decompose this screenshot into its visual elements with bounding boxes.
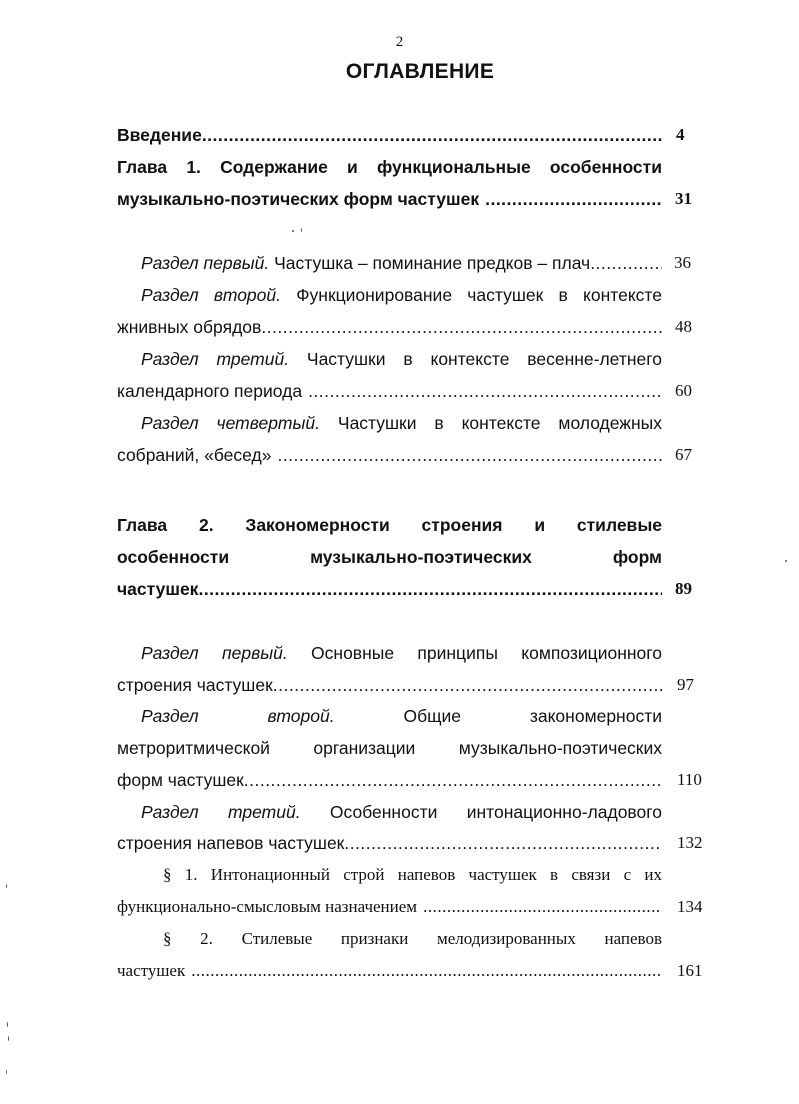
toc-section-1-2-cont[interactable] (117, 316, 662, 338)
section-prefix: Раздел четвертый. (141, 413, 320, 433)
paragraph-title-cont: функционально-смысловым назначением (117, 897, 418, 916)
section-title-cont: строения частушек (117, 675, 273, 695)
leader-dots (244, 769, 662, 791)
section-title: Общие закономерности (403, 706, 662, 726)
section-title: Основные принципы композиционного (311, 643, 662, 663)
section-prefix: Раздел второй. (141, 706, 335, 726)
toc-section-1-4-cont[interactable] (117, 444, 662, 466)
toc-section-1-3-cont[interactable] (117, 380, 662, 402)
section-title-cont: жнивных обрядов (117, 317, 262, 337)
page-number: 2 (395, 34, 404, 50)
section-title: Частушка – поминание предков – плач (274, 253, 591, 273)
toc-entry-intro[interactable] (117, 124, 662, 146)
toc-section-1-3[interactable] (141, 348, 662, 370)
scan-speck (6, 1070, 7, 1074)
scan-speck (8, 1036, 9, 1041)
toc-page-number: 67 (675, 445, 692, 464)
toc-page-number: 36 (674, 253, 691, 272)
toc-paragraph-1[interactable]: § 1. Интонационный строй напевов частушек в связи с их (163, 865, 662, 884)
section-title: Частушки в контексте весенне-летнего (306, 349, 662, 369)
toc-page-number: 161 (677, 961, 703, 980)
leader-dots (485, 188, 662, 210)
toc-chapter-1-title[interactable]: Глава 1. Содержание и функциональные особенности (117, 157, 662, 177)
toc-chapter-2-title[interactable]: Глава 2. Закономерности строения и стилевые (117, 515, 662, 535)
toc-section-2-1[interactable] (141, 642, 662, 664)
section-title-cont: календарного периода (117, 381, 303, 401)
toc-section-2-1-cont[interactable] (117, 674, 662, 696)
toc-page-number: 97 (677, 675, 694, 694)
toc-page-number: 134 (677, 897, 703, 916)
section-title-cont: форм частушек (117, 770, 244, 790)
section-prefix: Раздел третий. (141, 349, 290, 369)
toc-page-number: 31 (675, 189, 692, 208)
leader-dots (308, 380, 662, 402)
scan-speck (301, 228, 302, 232)
toc-section-1-1[interactable] (141, 252, 662, 274)
toc-chapter-1-cont[interactable] (117, 188, 662, 210)
toc-section-2-3[interactable] (141, 801, 662, 823)
scan-speck (7, 1022, 8, 1027)
toc-paragraph-2[interactable]: § 2. Стилевые признаки мелодизированных напевов (163, 929, 662, 948)
section-title: Особенности интонационно-ладового (329, 802, 662, 822)
toc-page-number: 4 (676, 125, 685, 144)
toc-chapter-2-cont2[interactable] (117, 578, 662, 600)
toc-page-number: 48 (675, 317, 692, 336)
leader-dots (198, 578, 662, 600)
toc-entry-label: Введение (117, 125, 202, 145)
section-prefix: Раздел третий. (141, 802, 301, 822)
leader-dots (261, 316, 662, 338)
leader-dots (191, 960, 662, 982)
scan-speck (785, 560, 787, 562)
toc-paragraph-2-cont[interactable] (117, 960, 662, 982)
page-title: ОГЛАВЛЕНИЕ (345, 60, 495, 83)
toc-section-2-2-cont2[interactable] (117, 769, 662, 791)
toc-section-1-2[interactable] (141, 284, 662, 306)
section-title-cont: собраний, «бесед» (117, 445, 272, 465)
leader-dots (273, 674, 662, 696)
leader-dots (202, 124, 662, 146)
toc-chapter-2-cont[interactable]: особенности музыкально-поэтических форм (117, 547, 662, 567)
leader-dots (423, 896, 662, 918)
toc-section-2-2[interactable] (141, 705, 662, 727)
leader-dots (590, 252, 662, 274)
toc-entry-label: музыкально-поэтических форм частушек (117, 189, 480, 209)
toc-page-number: 110 (677, 770, 702, 789)
toc-section-1-4[interactable] (141, 412, 662, 434)
toc-page-number: 89 (675, 579, 692, 598)
toc-section-2-3-cont[interactable] (117, 832, 662, 854)
leader-dots (344, 832, 662, 854)
toc-entry-label: частушек (117, 579, 199, 599)
toc-page-number: 132 (677, 833, 703, 852)
toc-page-number: 60 (675, 381, 692, 400)
section-prefix: Раздел первый. (141, 643, 288, 663)
scan-speck (6, 884, 7, 888)
leader-dots (277, 444, 662, 466)
scan-speck (292, 230, 294, 232)
section-title: Частушки в контексте молодежных (337, 413, 662, 433)
toc-section-2-2-cont[interactable]: метроритмической организации музыкально-поэтических (117, 738, 662, 758)
section-prefix: Раздел первый. (141, 253, 270, 273)
section-prefix: Раздел второй. (141, 285, 281, 305)
section-title: Функционирование частушек в контексте (296, 285, 662, 305)
paragraph-title-cont: частушек (117, 961, 186, 980)
section-title-cont: строения напевов частушек (117, 833, 345, 853)
toc-paragraph-1-cont[interactable] (117, 896, 662, 918)
